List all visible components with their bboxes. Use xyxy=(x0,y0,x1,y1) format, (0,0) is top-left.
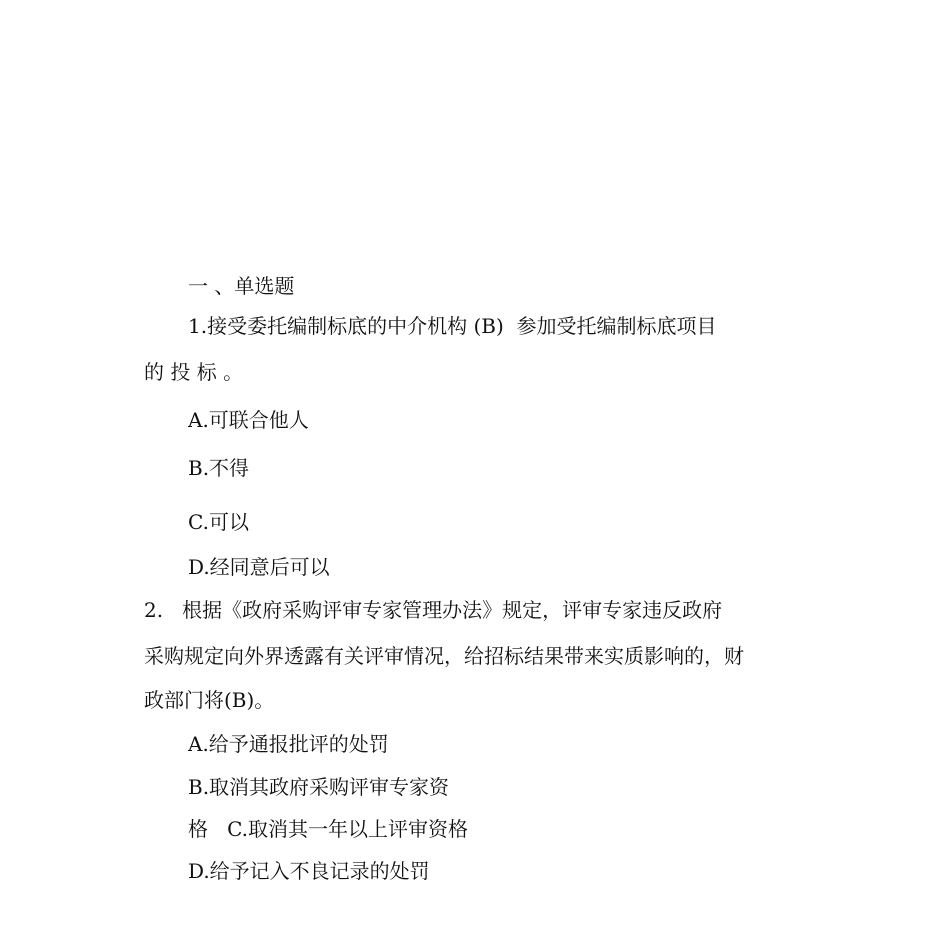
question-1-option-d: D.经同意后可以 xyxy=(188,555,330,579)
question-2-stem-line-3: 政部门将(B)。 xyxy=(144,688,275,712)
question-1-stem-line-1: 1.接受委托编制标底的中介机构 (B) 参加受托编制标底项目 xyxy=(188,314,717,338)
section-heading: 一 、单选题 xyxy=(188,274,295,298)
question-1-option-a: A.可联合他人 xyxy=(188,408,309,432)
question-2-option-b-cont-and-c: 格 C.取消其一年以上评审资格 xyxy=(188,817,469,841)
question-2-option-a: A.给予通报批评的处罚 xyxy=(188,732,389,756)
question-2-stem-line-2: 采购规定向外界透露有关评审情况，给招标结果带来实质影响的，财 xyxy=(144,644,744,668)
question-1-stem-line-2: 的 投 标 。 xyxy=(144,360,244,384)
question-1-option-b: B.不得 xyxy=(188,456,250,480)
question-2-stem-line-1: 2. 根据《政府采购评审专家管理办法》规定，评审专家违反政府 xyxy=(144,598,723,622)
question-2-option-b: B.取消其政府采购评审专家资 xyxy=(188,775,450,799)
question-2-option-d: D.给予记入不良记录的处罚 xyxy=(188,859,430,883)
question-1-option-c: C.可以 xyxy=(188,510,249,534)
